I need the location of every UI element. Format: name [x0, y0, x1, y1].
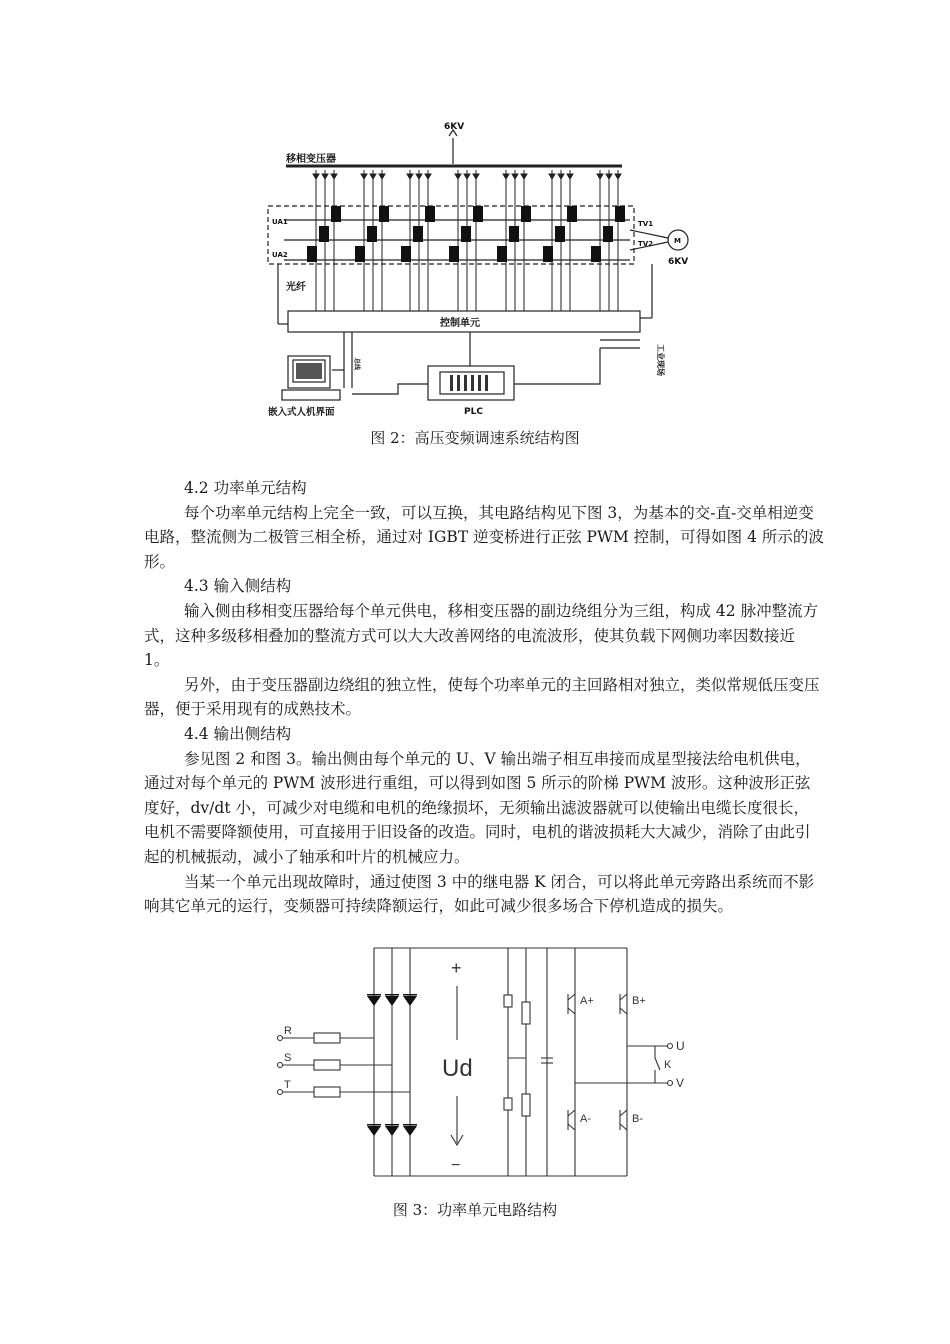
section-heading-4-2: 4.2 功率单元结构	[184, 479, 307, 497]
control-unit-label: 控制单元	[440, 318, 480, 329]
igbt-a-minus-label: A-	[580, 1113, 591, 1125]
output-v-label: V	[676, 1076, 685, 1090]
hmi-label: 嵌入式人机界面	[268, 407, 335, 418]
section-heading-4-3: 4.3 输入侧结构	[184, 577, 292, 596]
plc-label: PLC	[464, 407, 483, 417]
figure-3-power-cell-circuit	[270, 938, 700, 1188]
transformer-label: 移相变压器	[286, 154, 336, 165]
input-s-label: S	[284, 1052, 292, 1064]
output-tv1-label: TV1	[638, 220, 654, 228]
motor-symbol-label: M	[674, 237, 681, 245]
cell-a2-label: UA2	[272, 251, 288, 259]
paragraph: 当某一个单元出现故障时，通过使图 3 中的继电器 K 闭合，可以将此单元旁路出系统而不影响其它单元的运行，变频器可持续降额运行，如此可减少很多场合下停机造成的损失。	[144, 872, 815, 916]
output-u-label: U	[676, 1039, 685, 1053]
paragraph: 输入侧由移相变压器给每个单元供电，移相变压器的副边绕组分为三组，构成 42 脉冲整流方式，这种多级移相叠加的整流方式可以大大改善网络的电流波形，使其负载下网侧功率因数接近 1。	[144, 601, 819, 670]
cell-a1-label: UA1	[272, 218, 288, 226]
input-r-label: R	[284, 1025, 292, 1037]
igbt-a-plus-label: A+	[580, 995, 594, 1007]
field-signals-label: 工业现场	[656, 344, 665, 376]
bus-label: 总线	[353, 358, 360, 371]
igbt-b-minus-label: B-	[632, 1113, 643, 1125]
relay-k-label: K	[664, 1059, 672, 1071]
motor-voltage-label: 6KV	[668, 257, 689, 267]
igbt-b-plus-label: B+	[632, 995, 646, 1007]
dc-minus-label: −	[451, 1157, 461, 1174]
paragraph: 另外，由于变压器副边绕组的独立性，使每个功率单元的主回路相对独立，类似常规低压变压器，便于采用现有的成熟技术。	[144, 675, 820, 719]
input-voltage-label: 6KV	[444, 122, 465, 132]
figure-2-system-diagram	[260, 118, 700, 423]
fiber-label: 光纤	[286, 282, 306, 293]
output-tv2-label: TV2	[638, 240, 654, 248]
paragraph: 每个功率单元结构上完全一致，可以互换，其电路结构见下图 3，为基本的交-直-交单相逆变电路，整流侧为二极管三相全桥，通过对 IGBT 逆变桥进行正弦 PWM 控制，可得如图 4 所示的波形。	[144, 503, 824, 571]
figure-2-caption: 图 2：高压变频调速系统结构图	[370, 429, 580, 447]
input-t-label: T	[284, 1079, 291, 1091]
paragraph: 参见图 2 和图 3。输出侧由每个单元的 U、V 输出端子相互串接而成星型接法给电机供电，通过对每个单元的 PWM 波形进行重组，可以得到如图 5 所示的阶梯 PWM 波形。这种波形正弦度好，dv/dt 小，可减少对电缆和电机的绝缘损坏，无须输出滤波器就可以使输出电缆长度很长，电机不需要降额使用，可直接用于旧设备的改造。同时，电机的谐波损耗大大减少，消除了由此引起的机械振动，减小了轴承和叶片的机械应力。	[144, 749, 811, 866]
figure-3-caption: 图 3：功率单元电路结构	[392, 1201, 558, 1219]
section-heading-4-4: 4.4 输出侧结构	[184, 724, 292, 743]
article-body	[144, 476, 824, 919]
dc-plus-label: +	[451, 958, 462, 978]
ud-label: Ud	[442, 1055, 473, 1082]
